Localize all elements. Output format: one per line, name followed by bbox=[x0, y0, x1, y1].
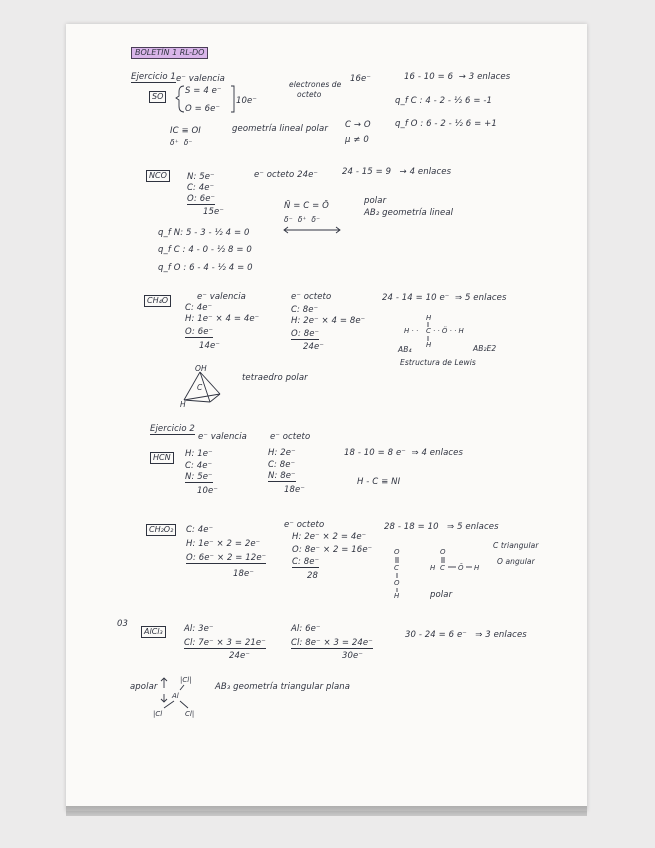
ch4o-tetra-h: H bbox=[180, 400, 186, 409]
alcl3-formula-box: AlCl₃ bbox=[141, 626, 166, 638]
nco-n: N: 5e⁻ bbox=[187, 172, 215, 182]
ch2o2-note-c: C triangular bbox=[493, 541, 539, 550]
ch2o2-polar: polar bbox=[430, 590, 453, 600]
nco-c: C: 4e⁻ bbox=[187, 183, 215, 193]
ej1-s-line: S = 4 e⁻ bbox=[185, 86, 222, 96]
ch4o-oc-o: O: 8e⁻ bbox=[291, 329, 320, 339]
nco-qf-n: q_f N: 5 - 3 - ½ 4 = 0 bbox=[158, 228, 250, 238]
nco-octeto: e⁻ octeto 24e⁻ bbox=[254, 170, 319, 180]
ch4o-oc-total: 24e⁻ bbox=[303, 342, 324, 352]
nco-charges: δ⁻ δ⁺ δ⁻ bbox=[284, 215, 321, 224]
ej1-calc: 16 - 10 = 6 → 3 enlaces bbox=[404, 72, 511, 82]
ej1-octeto-label: octeto bbox=[297, 90, 322, 99]
ch2o2-oc-c: C: 8e⁻ bbox=[292, 557, 320, 567]
ej2-heading: Ejercicio 2 bbox=[150, 424, 195, 434]
ch4o-formula-box: CH₄O bbox=[144, 295, 171, 307]
hcn-oc-n: N: 8e⁻ bbox=[268, 471, 296, 481]
nco-geometry: AB₂ geometría lineal bbox=[364, 208, 454, 218]
ej1-qf-c: q_f C : 4 - 2 - ½ 6 = -1 bbox=[395, 96, 493, 106]
nco-total: 15e⁻ bbox=[203, 207, 224, 217]
nco-o: O: 6e⁻ bbox=[187, 194, 216, 204]
ch4o-oc-c: C: 8e⁻ bbox=[291, 305, 319, 315]
svg-text:Ō: Ō bbox=[458, 564, 464, 572]
ch2o2-oc-o: O: 8e⁻ × 2 = 16e⁻ bbox=[292, 545, 373, 555]
ch2o2-total: 18e⁻ bbox=[233, 569, 254, 579]
nco-qf-o: q_f O : 6 - 4 - ½ 4 = 0 bbox=[158, 263, 253, 273]
ch4o-tetra-c: C bbox=[197, 383, 203, 392]
svg-text:C: C bbox=[394, 564, 399, 572]
svg-text:H: H bbox=[426, 341, 432, 349]
ej1-formula-box: SO bbox=[149, 91, 166, 103]
ej1-heading: Ejercicio 1 bbox=[131, 72, 176, 82]
ej1-o-line: O = 6e⁻ bbox=[185, 104, 221, 114]
alcl3-oc-total: 30e⁻ bbox=[342, 651, 363, 661]
ch2o2-note-o: O angular bbox=[497, 557, 535, 566]
nco-calc: 24 - 15 = 9 → 4 enlaces bbox=[342, 167, 452, 177]
svg-text:O: O bbox=[394, 548, 400, 556]
ch2o2-o: O: 6e⁻ × 2 = 12e⁻ bbox=[186, 553, 267, 563]
ej1-valencia-label: e⁻ valencia bbox=[176, 74, 225, 84]
ch4o-lewis-caption: Estructura de Lewis bbox=[400, 358, 476, 367]
ch4o-octeto-label: e⁻ octeto bbox=[291, 292, 332, 302]
nco-lewis: N̄ = C = Ō bbox=[284, 201, 329, 211]
hcn-oc-h: H: 2e⁻ bbox=[268, 448, 296, 458]
ch2o2-c: C: 4e⁻ bbox=[186, 525, 214, 535]
svg-text:Cl|: Cl| bbox=[185, 710, 195, 718]
page-title: BOLETÍN 1 RL-DO bbox=[131, 47, 208, 59]
svg-text:H: H bbox=[474, 564, 480, 572]
hcn-formula-box: HCN bbox=[150, 452, 174, 464]
ch4o-h: H: 1e⁻ × 4 = 4e⁻ bbox=[185, 314, 260, 324]
alcl3-structure bbox=[150, 676, 210, 718]
svg-text:H: H bbox=[426, 314, 432, 322]
svg-text:|Cl|: |Cl| bbox=[180, 676, 192, 684]
ch4o-total: 14e⁻ bbox=[199, 341, 220, 351]
svg-text:C: C bbox=[440, 564, 445, 572]
svg-text:· · Ö · · H: · · Ö · · H bbox=[433, 327, 464, 335]
ej1-dipole: C → O bbox=[345, 120, 371, 130]
svg-text:O: O bbox=[440, 548, 446, 556]
alcl3-apolar: apolar bbox=[130, 682, 158, 692]
ej1-mu: μ ≠ 0 bbox=[345, 135, 369, 145]
nco-dipole-arrow bbox=[282, 226, 344, 234]
svg-text:H: H bbox=[394, 592, 400, 600]
alcl3-al: Al: 3e⁻ bbox=[184, 624, 214, 634]
alcl3-geometry: AB₃ geometría triangular plana bbox=[215, 682, 351, 692]
ej1-geometry: geometría lineal polar bbox=[232, 124, 328, 134]
alcl3-calc: 30 - 24 = 6 e⁻ ⇒ 3 enlaces bbox=[405, 630, 527, 640]
hcn-lewis: H - C ≡ NI bbox=[357, 477, 401, 487]
ch2o2-oc-h: H: 2e⁻ × 2 = 4e⁻ bbox=[292, 532, 367, 542]
svg-text:|Cl: |Cl bbox=[153, 710, 163, 718]
alcl3-total: 24e⁻ bbox=[229, 651, 250, 661]
ej1-val-16: 16e⁻ bbox=[350, 74, 371, 84]
ch2o2-oc-total: 28 bbox=[307, 571, 319, 581]
hcn-h: H: 1e⁻ bbox=[185, 449, 213, 459]
ej1-sum: 10e⁻ bbox=[236, 96, 257, 106]
notebook-page bbox=[66, 24, 587, 811]
ch2o2-octeto-label: e⁻ octeto bbox=[284, 520, 325, 530]
ej1-lewis: IC ≡ OI bbox=[170, 126, 201, 136]
ej1-bracket bbox=[176, 84, 240, 114]
ej1-charges: δ⁺ δ⁻ bbox=[170, 138, 193, 147]
ch4o-note-ab4: AB₄ bbox=[398, 345, 412, 354]
svg-text:Al: Al bbox=[172, 692, 179, 700]
ch4o-valencia-label: e⁻ valencia bbox=[197, 292, 246, 302]
ch2o2-formula-box: CH₂O₂ bbox=[146, 524, 176, 536]
ch4o-o: O: 6e⁻ bbox=[185, 327, 214, 337]
hcn-total: 10e⁻ bbox=[197, 486, 218, 496]
ch2o2-h: H: 1e⁻ × 2 = 2e⁻ bbox=[186, 539, 261, 549]
nco-formula-box: NCO bbox=[146, 170, 170, 182]
svg-text:C: C bbox=[426, 327, 431, 335]
ch4o-calc: 24 - 14 = 10 e⁻ ⇒ 5 enlaces bbox=[382, 293, 507, 303]
ch2o2-calc: 28 - 18 = 10 ⇒ 5 enlaces bbox=[384, 522, 499, 532]
svg-text:H: H bbox=[430, 564, 436, 572]
hcn-calc: 18 - 10 = 8 e⁻ ⇒ 4 enlaces bbox=[344, 448, 464, 458]
ch4o-c: C: 4e⁻ bbox=[185, 303, 213, 313]
hcn-n: N: 5e⁻ bbox=[185, 472, 213, 482]
svg-text:H · ·: H · · bbox=[404, 327, 419, 335]
alcl3-oc-cl: Cl: 8e⁻ × 3 = 24e⁻ bbox=[291, 638, 373, 648]
alcl3-oc-al: Al: 6e⁻ bbox=[291, 624, 321, 634]
hcn-c: C: 4e⁻ bbox=[185, 461, 213, 471]
ch4o-tetra-oh: OH bbox=[195, 364, 207, 373]
ch4o-tetrahedron bbox=[178, 366, 240, 408]
hcn-octeto-label: e⁻ octeto bbox=[270, 432, 311, 442]
alcl3-exercise-number: 03 bbox=[117, 619, 129, 629]
ch4o-tetra-label: tetraedro polar bbox=[242, 373, 308, 383]
ch4o-oc-h: H: 2e⁻ × 4 = 8e⁻ bbox=[291, 316, 366, 326]
nco-polar: polar bbox=[364, 196, 387, 206]
ej1-qf-o: q_f O : 6 - 2 - ½ 6 = +1 bbox=[395, 119, 497, 129]
page-shadow bbox=[66, 806, 587, 816]
hcn-oc-total: 18e⁻ bbox=[284, 485, 305, 495]
svg-text:O: O bbox=[394, 579, 400, 587]
hcn-oc-c: C: 8e⁻ bbox=[268, 460, 296, 470]
ch4o-note-ab2e2: AB₂E2 bbox=[473, 344, 497, 353]
nco-qf-c: q_f C : 4 - 0 - ½ 8 = 0 bbox=[158, 245, 252, 255]
ej1-electrones-label: electrones de bbox=[289, 80, 342, 89]
ej2-valencia-label: e⁻ valencia bbox=[198, 432, 247, 442]
alcl3-cl: Cl: 7e⁻ × 3 = 21e⁻ bbox=[184, 638, 266, 648]
